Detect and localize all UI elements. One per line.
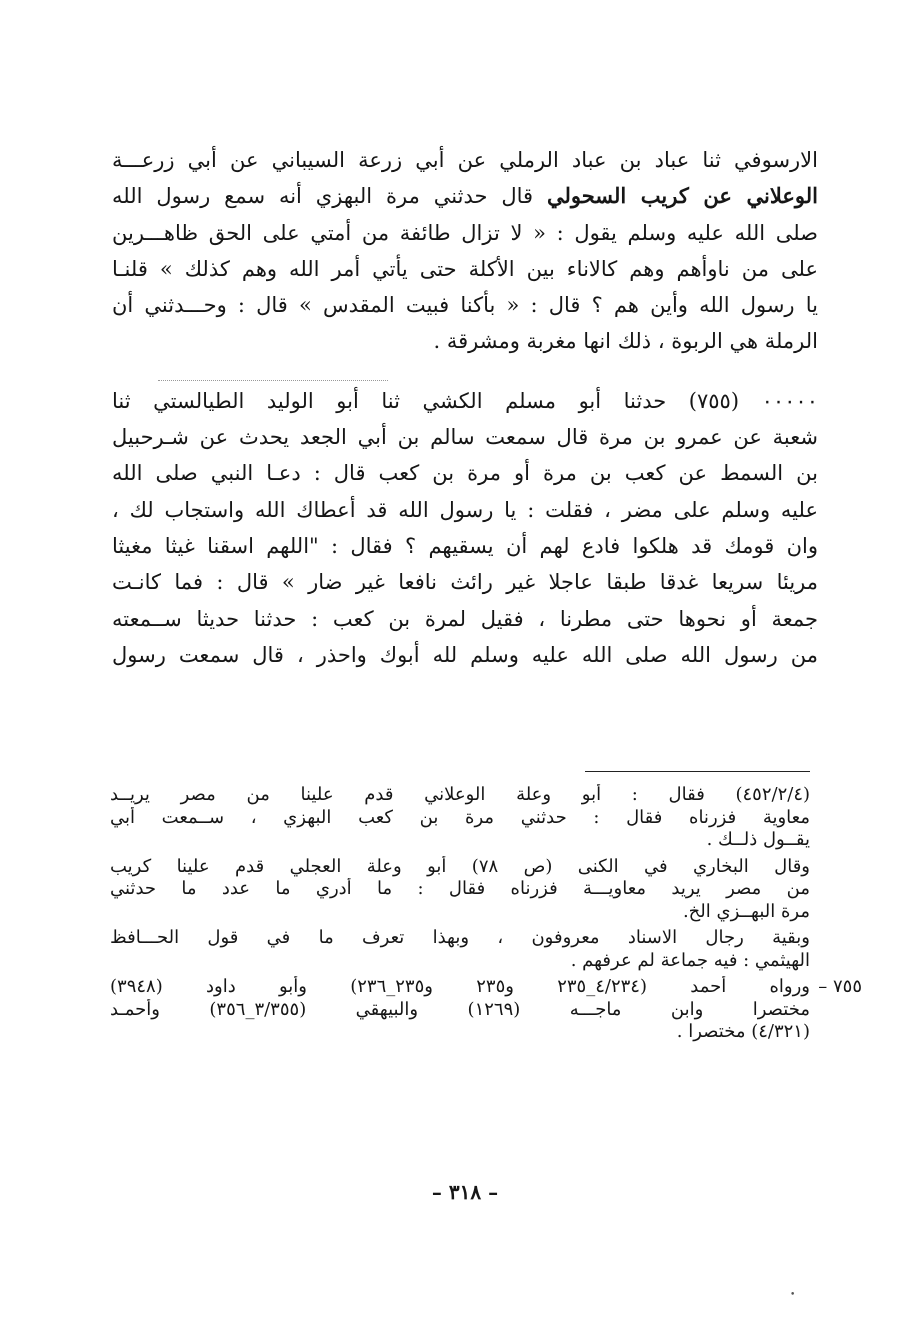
page-number: – ٣١٨ – — [431, 1180, 499, 1204]
text-line — [112, 178, 818, 214]
text-line: مريئا سريعا غدقا طبقا عاجلا غير رائث نافعا غير ضار » قال : فما كانـت — [112, 570, 818, 595]
text-line: جمعة أو نحوها حتى مطرنا ، فقيل لمرة بن كعب : حدثنا حديثا ســمعته — [112, 606, 818, 631]
text-line: صلى الله عليه وسلم يقول : « لا تزال طائفة من أمتي على الحق ظاهـــرين — [112, 220, 818, 245]
text-line: الرملة هي الربوة ، ذلك انها مغربة ومشرقة . — [433, 329, 818, 354]
text-line: وان قومك قد هلكوا فادع لهم أن يسقيهم ؟ فقال : "اللهم اسقنا غيثا مغيثا — [112, 533, 818, 558]
reference-line: مختصرا وابن ماجـــه (١٢٦٩) والبيهقي (٣/٣٥٥_٣٥٦) وأحمـد — [110, 998, 810, 1020]
text-line: بن السمط عن كعب بن مرة أو مرة بن كعب قال : دعـا النبي صلى الله — [112, 461, 818, 486]
footnote-line: يقــول ذلــك . — [706, 829, 810, 850]
scan-speck: • — [790, 1290, 796, 1300]
footnote-line: مرة البهــزي الخ. — [682, 900, 810, 922]
text-line: شعبة عن عمرو بن مرة قال سمعت سالم بن أبي الجعد يحدث عن شـرحبيل — [112, 425, 818, 450]
footnote-line: من مصر يريد معاويـــة فزرناه فقال : ما أدري ما عدد ما حدثني — [110, 878, 810, 899]
reference-line: (٤/٣٢١) مختصرا . — [676, 1021, 810, 1042]
footnote-line: (٤٥٢/٢/٤) فقال : أبو وعلة الوعلاني قدم علينا من مصر يريــد — [110, 784, 810, 805]
text-line: الارسوفي ثنا عباد بن عباد الرملي عن أبي زرعة السيباني عن أبي زرعـــة — [112, 148, 818, 172]
reference-line: ورواه أحمد (٤/٢٣٤_٢٣٥ و٢٣٥ و٢٣٥_٢٣٦) وأبو داود (٣٩٤٨) — [110, 976, 810, 997]
footnote-divider — [585, 771, 810, 772]
bold-narrator-names: الوعلاني عن كريب السحولي — [546, 183, 818, 209]
text-line: على من ناوأهم وهم كالاناء بين الأكلة حتى يأتي أمر الله وهم كذلك » قلنـا — [112, 256, 818, 281]
text-line: من رسول الله صلى الله عليه وسلم لله أبوك واحذر ، قال سمعت رسول — [112, 642, 818, 667]
main-text-block — [112, 142, 818, 673]
reference-number: ٧٥٥ – — [818, 976, 862, 997]
hadith-755-heading-line: ٠٠٠٠٠ (٧٥٥) حدثنا أبو مسلم الكشي ثنا أبو الوليد الطيالستي ثنا — [112, 388, 818, 413]
footnote-line: وبقية رجال الاسناد معروفون ، وبهذا تعرف ما في قول الحـــافظ — [110, 927, 810, 948]
footnote-line: الهيثمي : فيه جماعة لم عرفهم . — [570, 949, 810, 971]
text-line-rest: قال حدثني مرة البهزي أنه سمع رسول الله — [112, 184, 534, 209]
footnote-line: وقال البخاري في الكنى (ص ٧٨) أبو وعلة العجلي قدم علينا كريب — [110, 855, 810, 877]
text-line: عليه وسلم على مضر ، فقلت : يا رسول الله قد أعطاك الله واستجاب لك ، — [112, 497, 818, 522]
text-line: يا رسول الله وأين هم ؟ قال : « بأكنا فبيت المقدس » قال : وحـــدثني أن — [112, 293, 818, 318]
footnote-line: معاوية فزرناه فقال : حدثني مرة بن كعب البهزي ، ســمعت أبي — [110, 806, 810, 828]
footnotes-block — [110, 784, 862, 1044]
reference-note-755 — [110, 976, 862, 1044]
section-separator — [158, 360, 388, 381]
